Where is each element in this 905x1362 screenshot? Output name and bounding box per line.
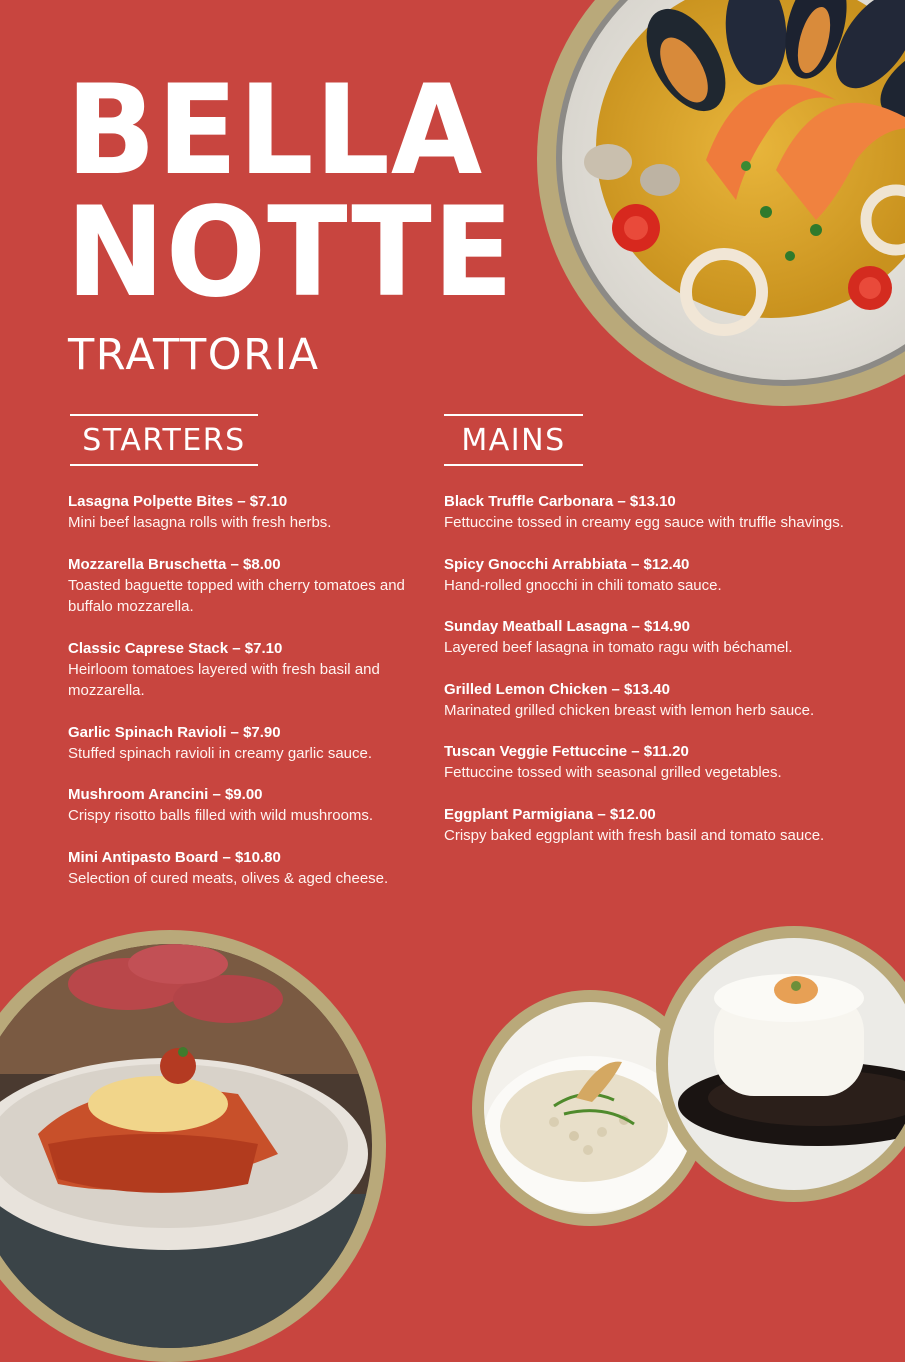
- item-description: Stuffed spinach ravioli in creamy garlic sauce.: [68, 744, 373, 762]
- menu-item: [68, 847, 428, 890]
- item-description: Hand-rolled gnocchi in chili tomato sauce.: [444, 576, 722, 594]
- item-name: Eggplant Parmigiana – $12.00: [444, 805, 656, 823]
- item-name: Tuscan Veggie Fettuccine – $11.20: [444, 743, 689, 760]
- item-name: Classic Caprese Stack – $7.10: [68, 639, 283, 657]
- panna-cotta-photo: [668, 938, 905, 1190]
- item-description: Toasted baguette topped with cherry tomatoes and buffalo mozzarella.: [68, 576, 405, 615]
- subtitle: TRATTORIA: [68, 330, 320, 380]
- menu-item: [444, 741, 864, 784]
- title-line-2: NOTTE: [66, 179, 515, 325]
- starters-heading: STARTERS: [70, 414, 258, 466]
- item-description: Crispy risotto balls filled with wild mushrooms.: [68, 807, 374, 824]
- item-description: Fettuccine tossed with seasonal grilled vegetables.: [444, 764, 782, 781]
- menu-item: [68, 638, 428, 702]
- item-description: Marinated grilled chicken breast with lemon herb sauce.: [444, 701, 815, 719]
- item-description: Heirloom tomatoes layered with fresh basil and mozzarella.: [68, 660, 380, 699]
- item-name: Mini Antipasto Board – $10.80: [68, 848, 281, 866]
- menu-item: [68, 722, 428, 765]
- menu-item: [444, 554, 864, 597]
- item-name: Grilled Lemon Chicken – $13.40: [444, 680, 670, 698]
- menu-item: [444, 616, 864, 659]
- item-description: Layered beef lasagna in tomato ragu with béchamel.: [444, 639, 793, 656]
- item-description: Selection of cured meats, olives & aged cheese.: [68, 869, 389, 887]
- menu-item: [444, 679, 864, 722]
- mains-heading: MAINS: [444, 414, 583, 466]
- item-name: Spicy Gnocchi Arrabbiata – $12.40: [444, 555, 690, 573]
- title-line-1: BELLA: [66, 57, 484, 203]
- item-description: Crispy baked eggplant with fresh basil and tomato sauce.: [444, 826, 825, 844]
- item-name: Sunday Meatball Lasagna – $14.90: [444, 618, 690, 635]
- menu-item: [444, 804, 864, 847]
- menu-item: [68, 491, 428, 534]
- mains-list: [444, 491, 864, 866]
- menu-item: [68, 554, 428, 618]
- item-name: Mushroom Arancini – $9.00: [68, 786, 263, 803]
- menu-item: [68, 784, 428, 827]
- menu-item: [444, 491, 864, 534]
- item-name: Lasagna Polpette Bites – $7.10: [68, 493, 288, 510]
- item-name: Garlic Spinach Ravioli – $7.90: [68, 723, 281, 741]
- item-description: Fettuccine tossed in creamy egg sauce with truffle shavings.: [444, 514, 844, 531]
- item-name: Mozzarella Bruschetta – $8.00: [68, 555, 281, 573]
- item-description: Mini beef lasagna rolls with fresh herbs.: [68, 514, 332, 531]
- starters-list: [68, 491, 428, 909]
- item-name: Black Truffle Carbonara – $13.10: [444, 493, 676, 510]
